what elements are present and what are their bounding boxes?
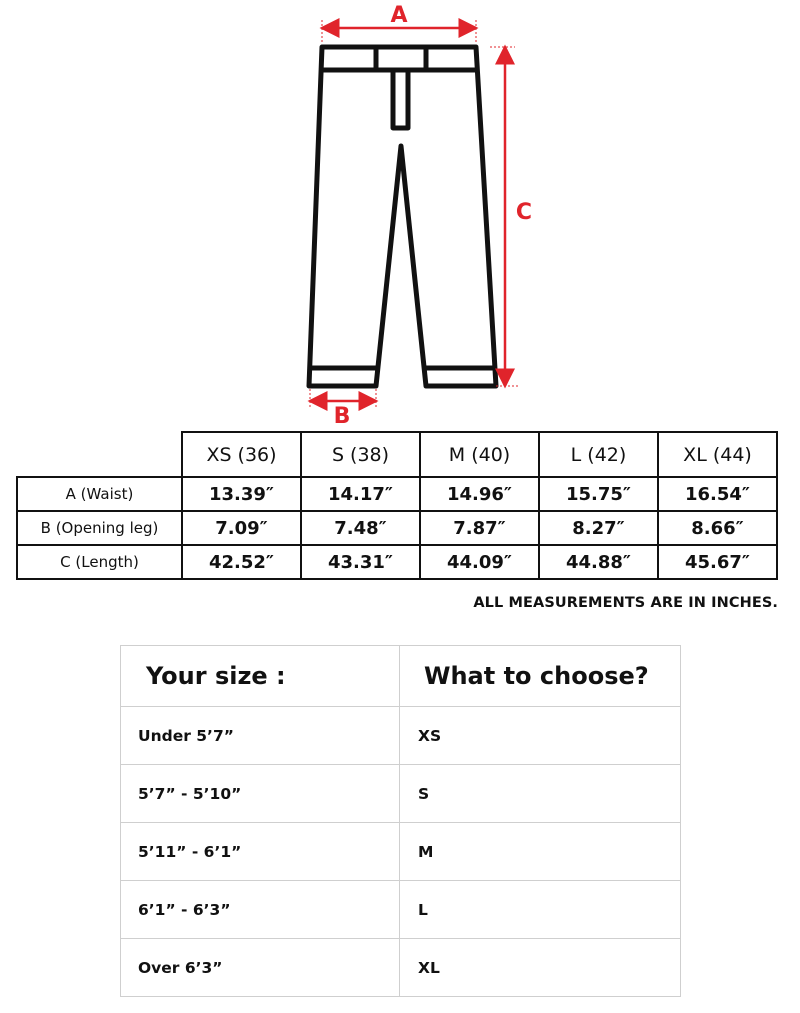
- height-range: Over 6’3”: [121, 939, 400, 997]
- dimension-label-b: B: [333, 404, 351, 429]
- dimension-opening-leg-arrow: [310, 389, 376, 429]
- recommended-size: S: [400, 765, 681, 823]
- measurement-value: 44.88″: [539, 545, 658, 579]
- dimension-label-a: A: [390, 3, 408, 28]
- row-label: C (Length): [17, 545, 182, 579]
- pants-outline: [309, 47, 496, 386]
- size-column-header: XS (36): [182, 432, 301, 477]
- size-guide-row: [121, 765, 681, 823]
- size-guide-row: [121, 823, 681, 881]
- measurement-row-opening-leg: [17, 511, 777, 545]
- measurement-row-length: [17, 545, 777, 579]
- measurement-header-row: [17, 432, 777, 477]
- size-guide-table: [120, 645, 681, 997]
- empty-corner-cell: [17, 432, 182, 477]
- recommended-size: L: [400, 881, 681, 939]
- recommended-size: XL: [400, 939, 681, 997]
- measurement-value: 44.09″: [420, 545, 539, 579]
- measurement-value: 42.52″: [182, 545, 301, 579]
- dimension-length-arrow: [490, 47, 532, 386]
- what-to-choose-header: What to choose?: [400, 646, 681, 707]
- row-label: A (Waist): [17, 477, 182, 511]
- size-column-header: M (40): [420, 432, 539, 477]
- measurement-value: 45.67″: [658, 545, 777, 579]
- height-range: 6’1” - 6’3”: [121, 881, 400, 939]
- measurement-value: 7.87″: [420, 511, 539, 545]
- size-column-header: L (42): [539, 432, 658, 477]
- recommended-size: XS: [400, 707, 681, 765]
- measurement-value: 8.27″: [539, 511, 658, 545]
- height-range: Under 5’7”: [121, 707, 400, 765]
- measurement-value: 13.39″: [182, 477, 301, 511]
- measurement-value: 15.75″: [539, 477, 658, 511]
- dimension-label-c: C: [515, 200, 533, 225]
- size-column-header: S (38): [301, 432, 420, 477]
- measurement-value: 16.54″: [658, 477, 777, 511]
- measurement-table: [16, 431, 778, 580]
- height-range: 5’7” - 5’10”: [121, 765, 400, 823]
- height-range: 5’11” - 6’1”: [121, 823, 400, 881]
- pants-diagram: [0, 0, 800, 430]
- size-guide-row: [121, 707, 681, 765]
- size-guide-row: [121, 939, 681, 997]
- measurement-value: 7.48″: [301, 511, 420, 545]
- measurement-value: 8.66″: [658, 511, 777, 545]
- measurement-value: 14.96″: [420, 477, 539, 511]
- size-guide-header-row: [121, 646, 681, 707]
- units-note: ALL MEASUREMENTS ARE IN INCHES.: [473, 595, 778, 611]
- dimension-waist-arrow: [322, 3, 476, 44]
- measurement-value: 43.31″: [301, 545, 420, 579]
- row-label: B (Opening leg): [17, 511, 182, 545]
- recommended-size: M: [400, 823, 681, 881]
- measurement-row-waist: [17, 477, 777, 511]
- size-column-header: XL (44): [658, 432, 777, 477]
- measurement-value: 14.17″: [301, 477, 420, 511]
- your-size-header: Your size :: [121, 646, 400, 707]
- measurement-value: 7.09″: [182, 511, 301, 545]
- size-guide-row: [121, 881, 681, 939]
